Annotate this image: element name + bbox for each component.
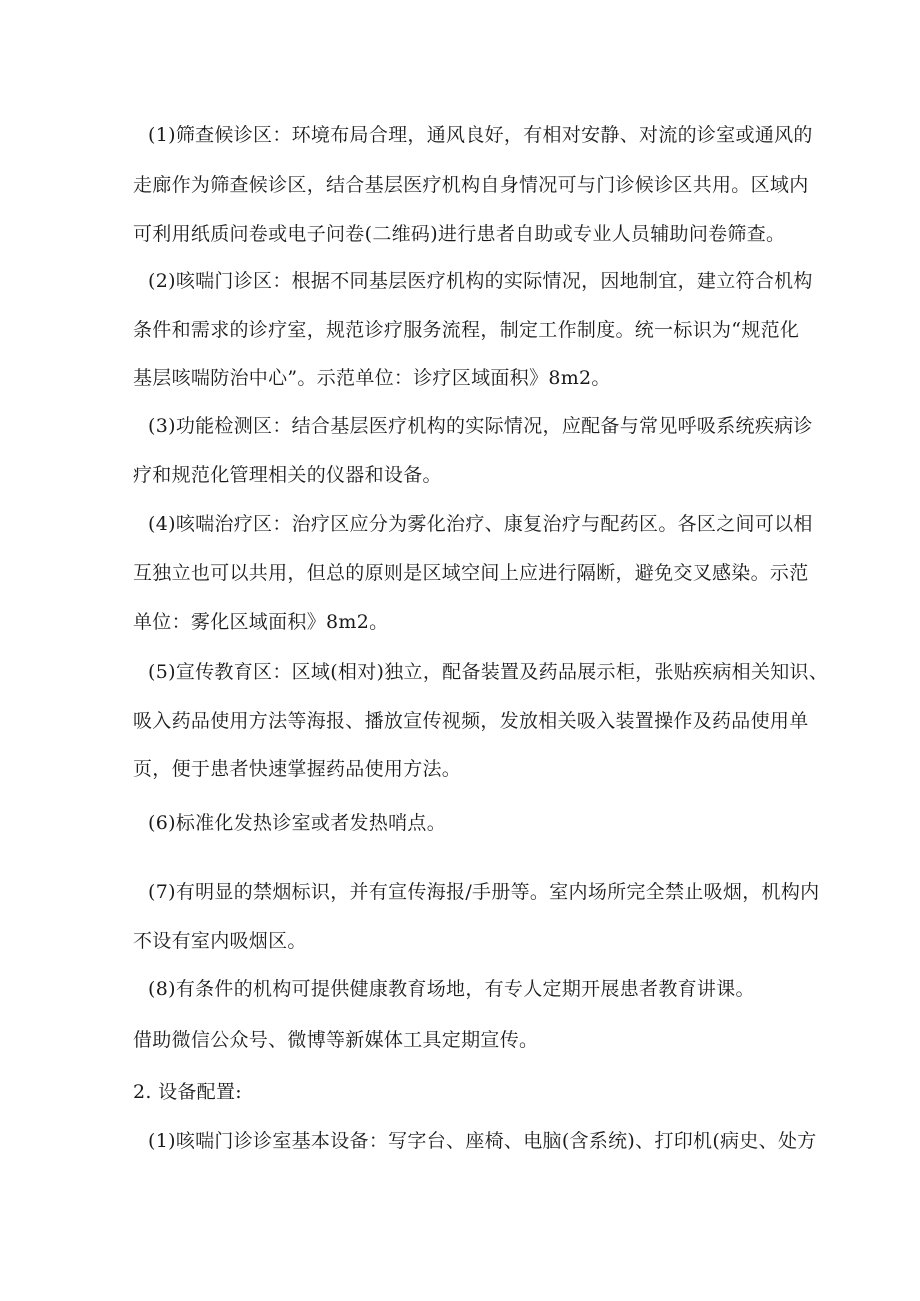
text-line-6: 基层咳喘防治中心”。示范单位：诊疗区域面积》8m2。 xyxy=(133,367,611,389)
text-line-18: (8)有条件的机构可提供健康教育场地，有专人定期开展患者教育讲课。 xyxy=(148,978,755,1000)
section-heading-equipment: 2. 设备配置: xyxy=(133,1081,242,1103)
text-line-2: 走廊作为筛查候诊区，结合基层医疗机构自身情况可与门诊候诊区共用。区域内 xyxy=(133,174,809,196)
text-line-3: 可利用纸质问卷或电子问卷(二维码)进行患者自助或专业人员辅助问卷筛查。 xyxy=(133,223,786,245)
text-line-9: (4)咳喘治疗区：治疗区应分为雾化治疗、康复治疗与配药区。各区之间可以相 xyxy=(148,513,813,535)
text-line-16: (7)有明显的禁烟标识，并有宣传海报/手册等。室内场所完全禁止吸烟，机构内 xyxy=(148,881,820,903)
text-line-19: 借助微信公众号、微博等新媒体工具定期宣传。 xyxy=(133,1029,539,1051)
text-line-17: 不设有室内吸烟区。 xyxy=(133,930,307,952)
text-line-11: 单位：雾化区域面积》8m2。 xyxy=(133,611,389,633)
text-line-13: 吸入药品使用方法等海报、播放宣传视频，发放相关吸入装置操作及药品使用单 xyxy=(133,710,809,732)
text-line-7: (3)功能检测区：结合基层医疗机构的实际情况，应配备与常见呼吸系统疾病诊 xyxy=(148,415,813,437)
text-line-1: (1)筛查候诊区：环境布局合理，通风良好，有相对安静、对流的诊室或通风的 xyxy=(148,124,813,146)
text-line-21: (1)咳喘门诊诊室基本设备：写字台、座椅、电脑(含系统)、打印机(病史、处方 xyxy=(148,1130,817,1152)
text-line-8: 疗和规范化管理相关的仪器和设备。 xyxy=(133,464,442,486)
text-line-5: 条件和需求的诊疗室，规范诊疗服务流程，制定工作制度。统一标识为“规范化 xyxy=(133,319,800,341)
text-line-12: (5)宣传教育区：区域(相对)独立，配备装置及药品展示柜，张贴疾病相关知识、 xyxy=(148,661,829,683)
text-line-15: (6)标准化发热诊室或者发热哨点。 xyxy=(148,812,447,834)
text-line-10: 互独立也可以共用，但总的原则是区域空间上应进行隔断，避免交叉感染。示范 xyxy=(133,562,809,584)
text-line-4: (2)咳喘门诊区：根据不同基层医疗机构的实际情况，因地制宜，建立符合机构 xyxy=(148,270,813,292)
text-line-14: 页，便于患者快速掌握药品使用方法。 xyxy=(133,758,462,780)
